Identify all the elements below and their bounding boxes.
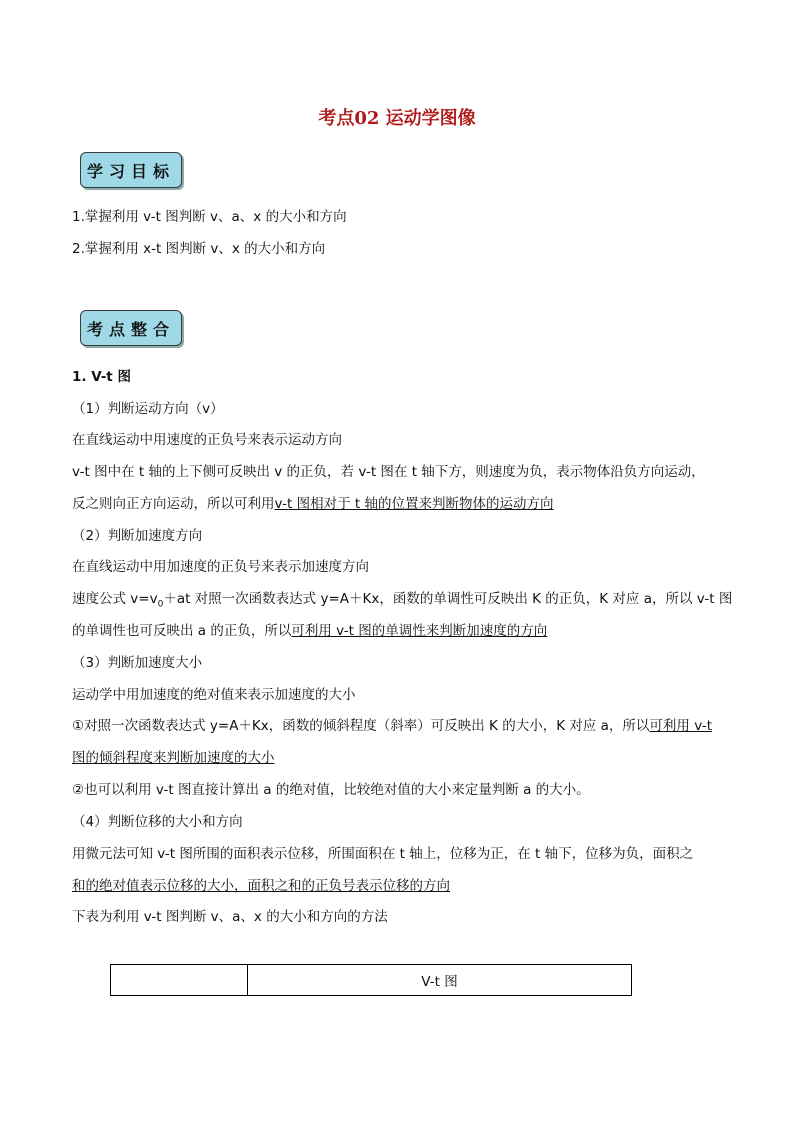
text-span: ①对照一次函数表达式 y=A＋Kx，函数的倾斜程度（斜率）可反映出 K 的大小，K 对应 a，所以 (72, 718, 650, 734)
text-span: 速度公式 v=v (72, 591, 158, 607)
subscript: 0 (157, 599, 164, 610)
underlined-line: 图的倾斜程度来判断加速度的大小 (72, 750, 275, 766)
section-badge-goals: 学习目标 (80, 152, 182, 188)
paragraph-line: 在直线运动中用速度的正负号来表示运动方向 (72, 432, 342, 448)
subheading-acceleration-magnitude: （3）判断加速度大小 (72, 655, 203, 671)
section-badge-points: 考点整合 (80, 310, 182, 346)
paragraph-line (72, 717, 722, 735)
goal-item-2: 2.掌握利用 x-t 图判断 v、x 的大小和方向 (72, 241, 326, 257)
underlined-text: 面积之和的正负号表示位移的方向 (247, 878, 450, 894)
paragraph-line (72, 590, 733, 614)
text-span: 的单调性也可反映出 a 的正负，所以 (72, 623, 292, 639)
underlined-text: 可利用 v-t (649, 718, 713, 734)
paragraph-line (72, 622, 722, 640)
underlined-text: 可利用 v-t 图的单调性来判断加速度的方向 (291, 623, 548, 639)
text-span: ＋at 对照一次函数表达式 y=A＋Kx，函数的单调性可反映出 K 的正负，K 对应 a，所以 v-t 图 (163, 591, 733, 607)
section-heading-vt: 1. V-t 图 (72, 369, 131, 385)
paragraph-line: 在直线运动中用加速度的正负号来表示加速度方向 (72, 559, 369, 575)
subheading-motion-direction: （1）判断运动方向（v） (72, 401, 224, 417)
paragraph-line (72, 877, 722, 895)
text-span: 反之则向正方向运动，所以可利用 (72, 496, 275, 512)
goal-item-1: 1.掌握利用 v-t 图判断 v、a、x 的大小和方向 (72, 209, 347, 225)
paragraph-line: 用微元法可知 v-t 图所围的面积表示位移，所围面积在 t 轴上，位移为正，在 t 轴下，位移为负，面积之 (72, 846, 694, 862)
subheading-acceleration-direction: （2）判断加速度方向 (72, 528, 203, 544)
underlined-text: v-t 图相对于 t 轴的位置来判断物体的运动方向 (274, 496, 554, 512)
underlined-text: 和的绝对值表示位移的大小， (72, 878, 248, 894)
table-cell-empty (111, 965, 248, 995)
paragraph-line: v-t 图中在 t 轴的上下侧可反映出 v 的正负，若 v-t 图在 t 轴下方，则速度为负，表示物体沿负方向运动， (72, 464, 705, 480)
page-title: 考点02 运动学图像 (318, 108, 476, 129)
paragraph-line (72, 495, 722, 513)
paragraph-line: ②也可以利用 v-t 图直接计算出 a 的绝对值，比较绝对值的大小来定量判断 a 的大小。 (72, 782, 590, 798)
paragraph-line: 下表为利用 v-t 图判断 v、a、x 的大小和方向的方法 (72, 909, 388, 925)
table-header-vt: V-t 图 (421, 974, 458, 990)
paragraph-line: 运动学中用加速度的绝对值来表示加速度的大小 (72, 687, 356, 703)
subheading-displacement: （4）判断位移的大小和方向 (72, 814, 243, 830)
method-table (110, 964, 632, 996)
